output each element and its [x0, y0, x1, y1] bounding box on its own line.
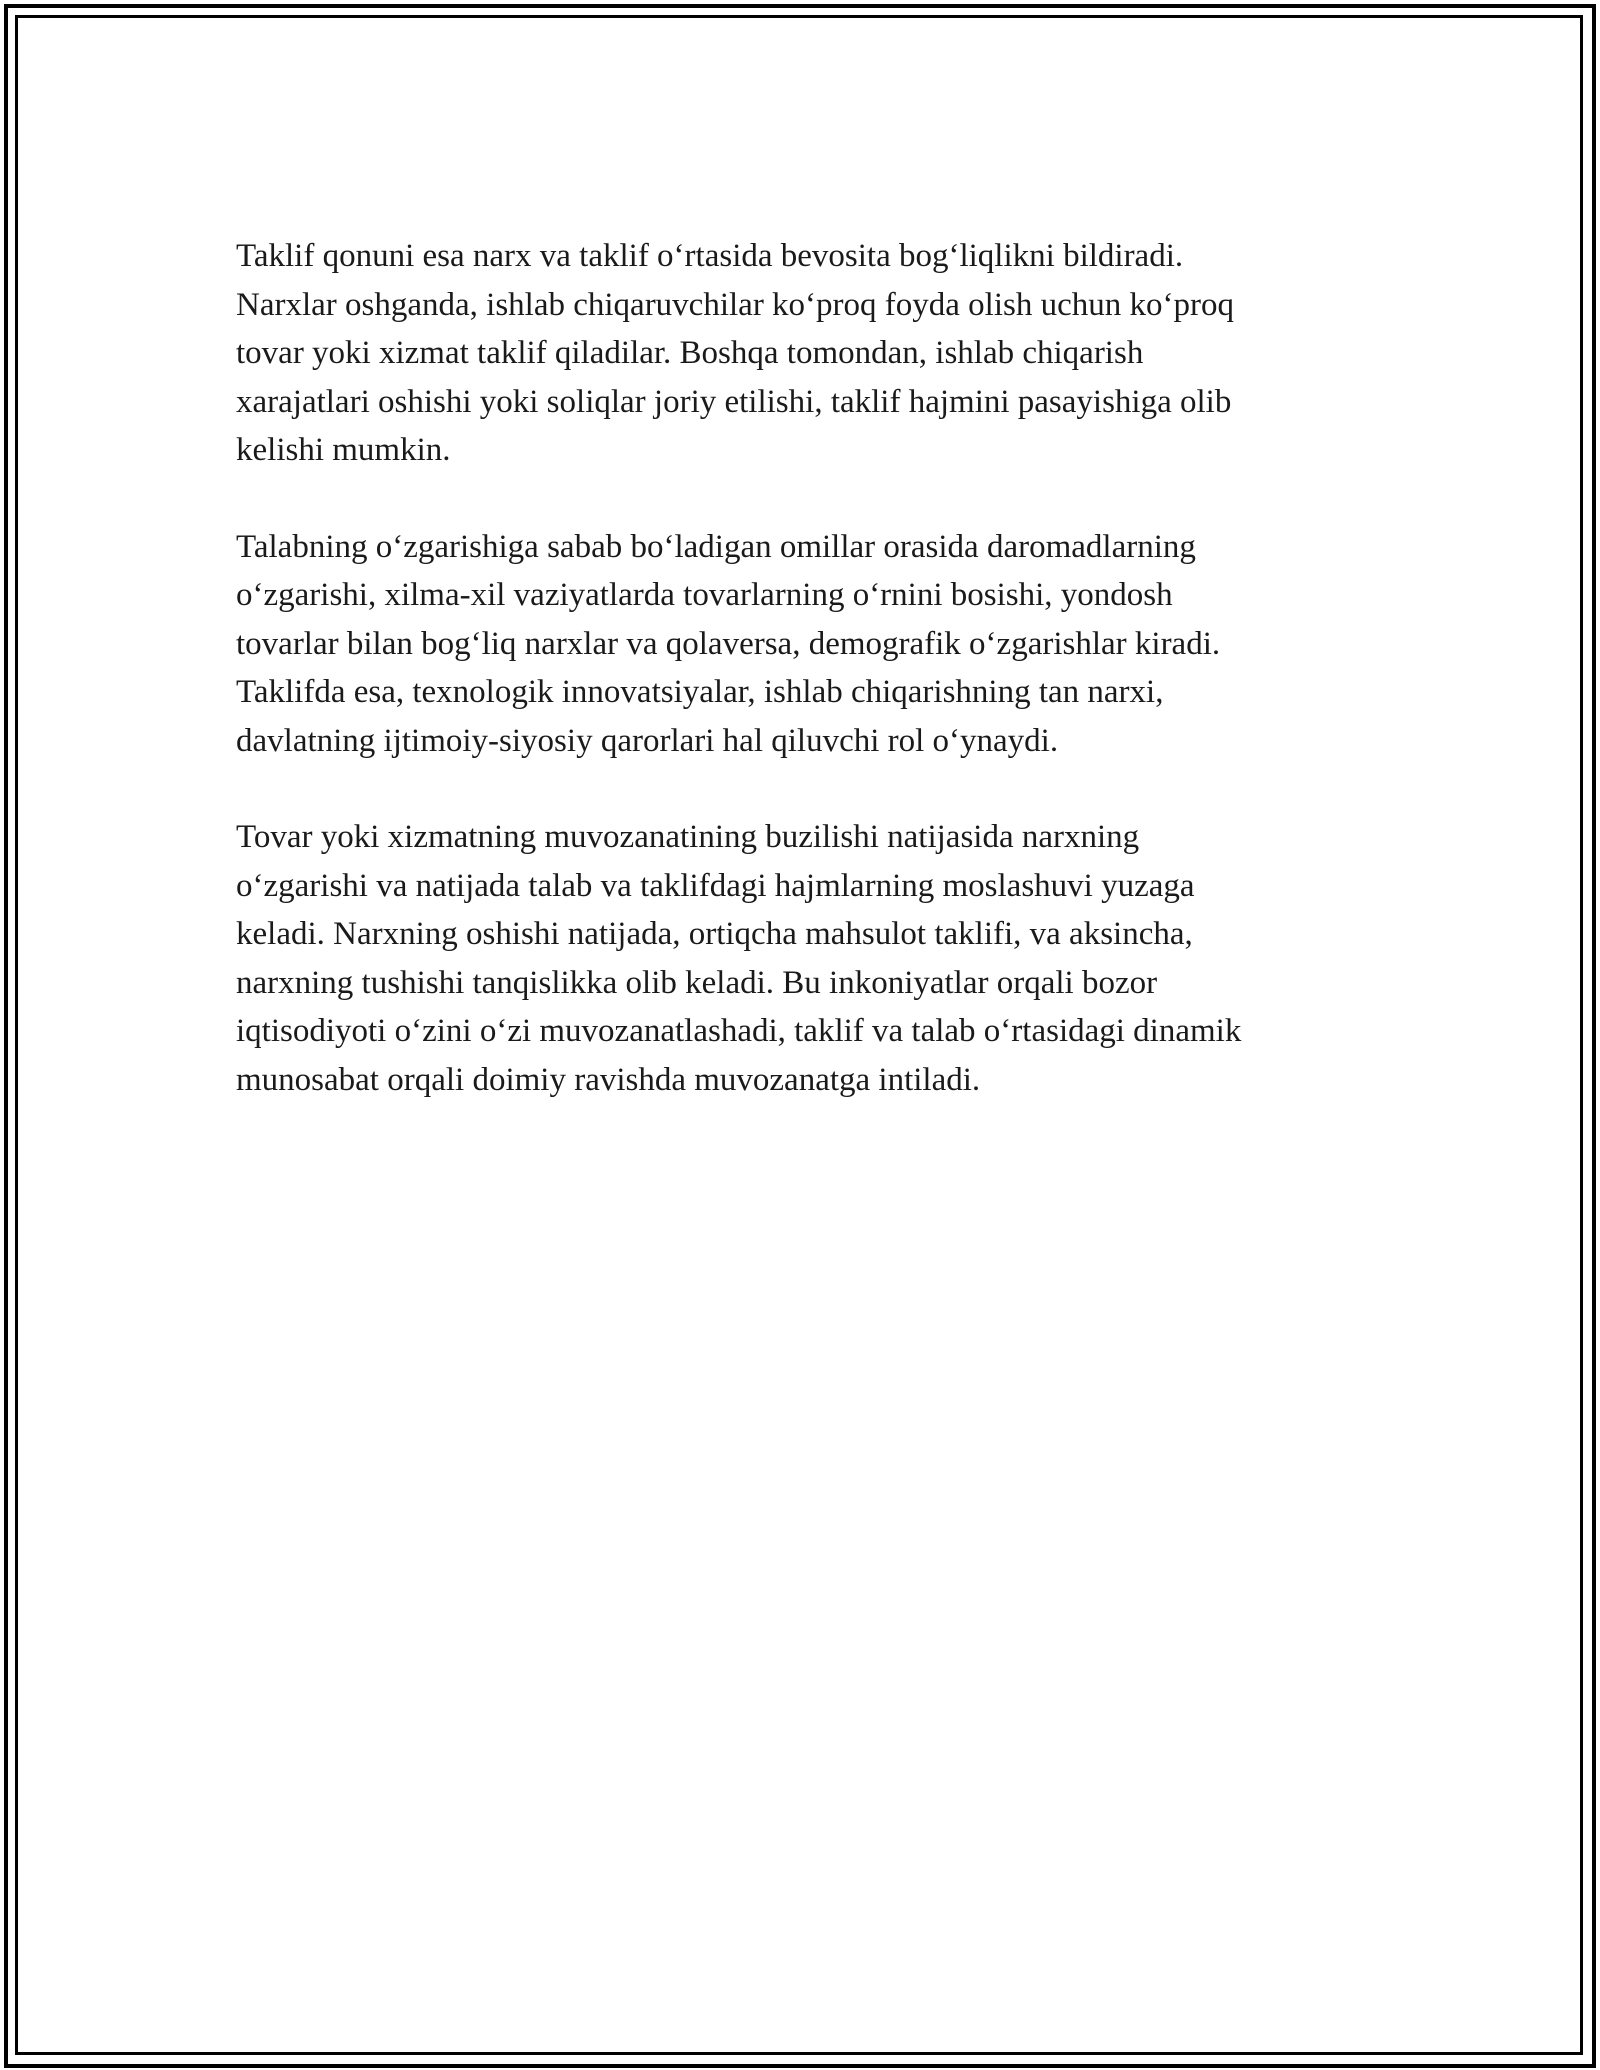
paragraph-supply-law: Taklif qonuni esa narx va taklif oʻrtasida bevosita bogʻliqlikni bildiradi. Narxlar oshganda, ishlab chiqaruvchilar koʻproq foyda olish uchun koʻproq tovar yoki xizmat taklif qiladilar. Boshqa tomondan, ishlab chiqarish xarajatlari oshishi yoki soliqlar joriy etilishi, taklif hajmini pasayishiga olib kelishi mumkin.	[236, 238, 1234, 468]
paragraph-market-equilibrium: Tovar yoki xizmatning muvozanatining buzilishi natijasida narxning oʻzgarishi va natijada talab va taklifdagi hajmlarning moslashuvi yuzaga keladi. Narxning oshishi natijada, ortiqcha mahsulot taklifi, va aksincha, narxning tushishi tanqislikka olib keladi. Bu inkoniyatlar orqali bozor iqtisodiyoti oʻzini oʻzi muvozanatlashadi, taklif va talab oʻrtasidagi dinamik munosabat orqali doimiy ravishda muvozanatga intiladi.	[236, 819, 1242, 1098]
paragraph-demand-factors: Talabning oʻzgarishiga sabab boʻladigan omillar orasida daromadlarning oʻzgarishi, xilma-xil vaziyatlarda tovarlarning oʻrnini bosishi, yondosh tovarlar bilan bogʻliq narxlar va qolaversa, demografik oʻzgarishlar kiradi. Taklifda esa, texnologik innovatsiyalar, ishlab chiqarishning tan narxi, davlatning ijtimoiy-siyosiy qarorlari hal qiluvchi rol oʻynaydi.	[236, 528, 1221, 759]
document-body	[236, 232, 1376, 1152]
